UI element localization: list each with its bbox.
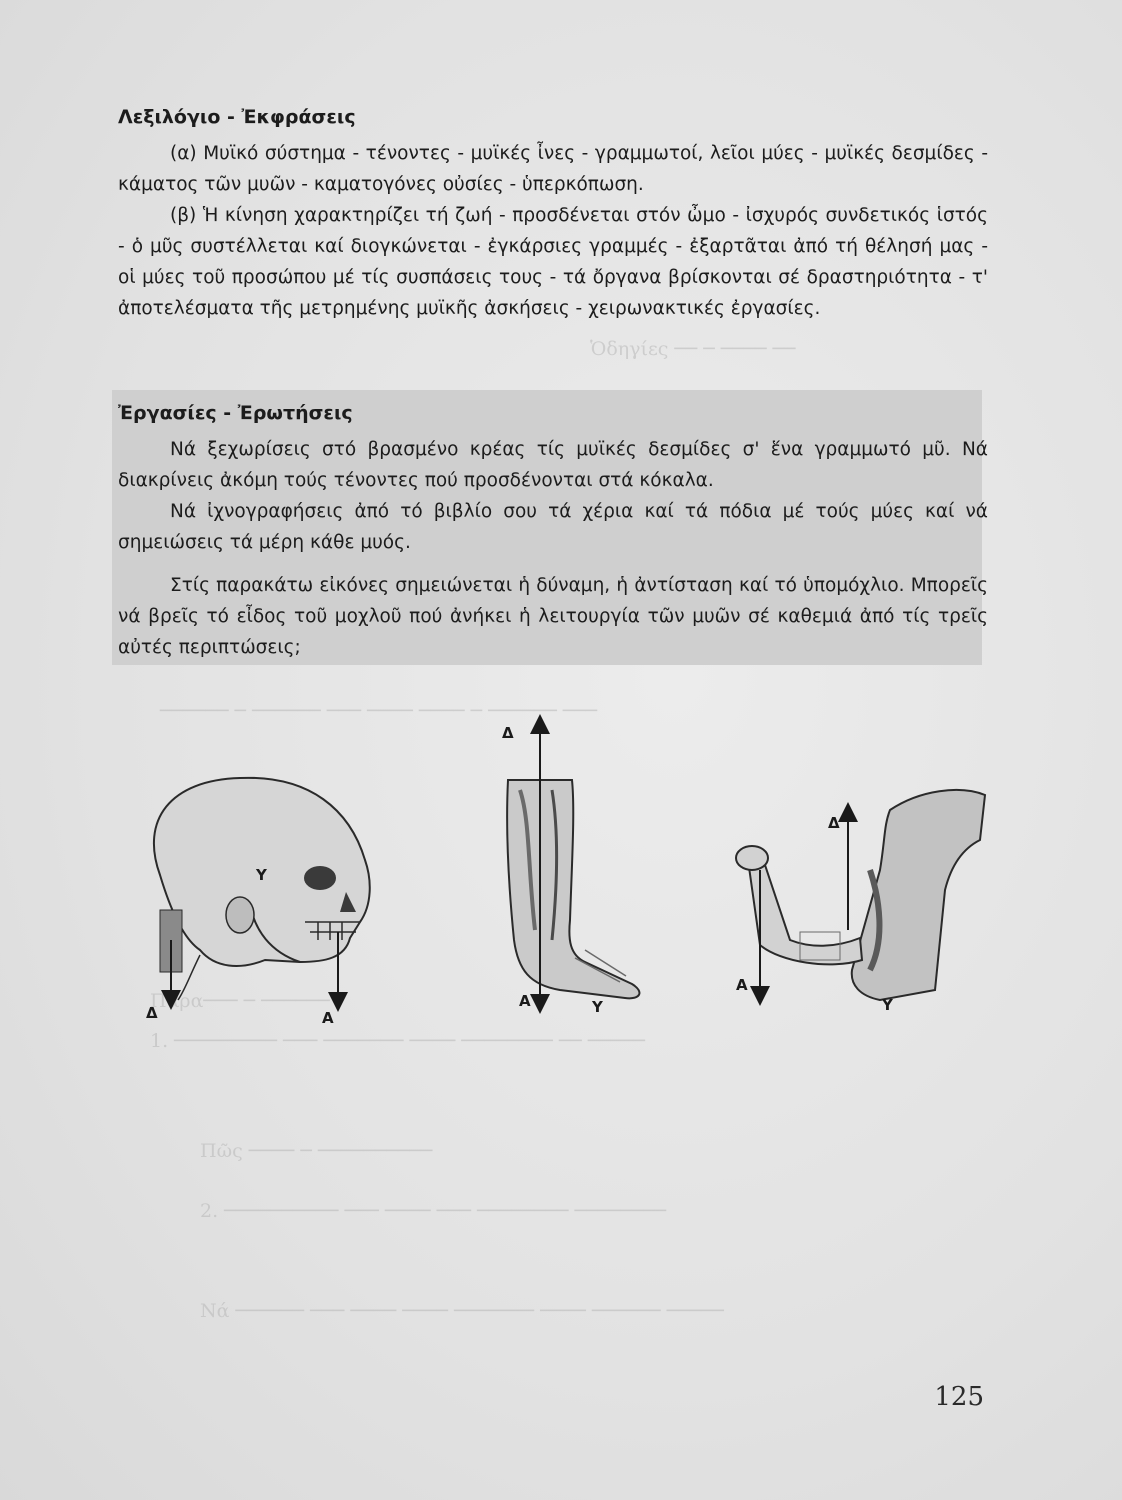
skull-resistance-label: Α	[322, 1009, 334, 1027]
leg-force-label: Δ	[502, 724, 514, 742]
bleed-through-text: 2. ────────── ─── ──── ─── ──────── ────────	[200, 1200, 667, 1222]
arm-resistance-label: Α	[736, 976, 748, 994]
tasks-paragraph-3: Στίς παρακάτω εἰκόνες σημειώνεται ἡ δύναμη, ἡ ἀντίσταση καί τό ὑπομόχλιο. Μπορεῖς νά βρεῖς τό εἶδος τοῦ μοχλοῦ πού ἀνήκει ἡ λειτουργία τῶν μυῶν σέ καθεμιά ἀπό τίς τρεῖς αὐτές περιπτώσεις;	[118, 575, 988, 658]
bleed-through-text: 1. ───────── ─── ─────── ──── ──────── ── ─────	[150, 1030, 646, 1052]
vocabulary-paragraph-b: (β) Ἡ κίνηση χαρακτηρίζει τή ζωή - προσδένεται στόν ὦμο - ἰσχυρός συνδετικός ἱστός - ὁ μῦς συστέλλεται καί διογκώνεται - ἐγκάρσιες γραμμές - ἐξαρτᾶται ἀπό τή θέλησή μας - οἱ μύες τοῦ προσώπου μέ τίς συσπάσεις τους - τά ὄργανα βρίσκονται σέ δραστηριότητα - τ' ἀποτελέσματα τῆς μετρημένης μυϊκῆς ἀσκήσεις - χειρωνακτικές ἐργασίες.	[118, 205, 988, 319]
tasks-section	[118, 402, 988, 663]
bleed-through-text: Πῶς ──── ─ ──────────	[200, 1140, 433, 1162]
tasks-heading: Ἐργασίες - Ἐρωτήσεις	[118, 402, 353, 424]
leg-illustration	[502, 724, 639, 1016]
leg-fulcrum-label: Υ	[592, 998, 603, 1016]
vocabulary-paragraph-a: (α) Μυϊκό σύστημα - τένοντες - μυϊκές ἶνες - γραμμωτοί, λεῖοι μύες - μυϊκές δεσμίδες - κάματος τῶν μυῶν - καματογόνες οὐσίες - ὑπερκόπωση.	[118, 143, 988, 195]
skull-illustration	[146, 778, 370, 1027]
page-number: 125	[934, 1382, 984, 1412]
bleed-through-text: Ὁδηγίες ── ─ ──── ──	[590, 338, 796, 360]
tasks-paragraph-1: Νά ξεχωρίσεις στό βρασμένο κρέας τίς μυϊκές δεσμίδες σ' ἕνα γραμμωτό μῦ. Νά διακρίνεις ἀκόμη τούς τένοντες πού προσδένονται στά κόκαλα.	[118, 439, 988, 491]
skull-force-label: Δ	[146, 1004, 158, 1022]
leg-resistance-label: Α	[519, 992, 531, 1010]
skull-fulcrum-label: Υ	[256, 866, 267, 884]
arm-illustration	[736, 790, 985, 1014]
bleed-through-text: Παρα─── ─ ──────	[150, 990, 330, 1012]
vocabulary-heading: Λεξιλόγιο - Ἐκφράσεις	[118, 106, 356, 128]
bleed-through-text: ────── ─ ────── ─── ──── ──── ─ ────── ───	[160, 700, 598, 722]
vocabulary-section	[118, 106, 988, 324]
bleed-through-text: Νά ────── ─── ──── ──── ─────── ──── ────── ─────	[200, 1300, 724, 1322]
tasks-paragraph-2: Νά ἰχνογραφήσεις ἀπό τό βιβλίο σου τά χέρια καί τά πόδια μέ τούς μύες καί νά σημειώσεις τά μέρη κάθε μυός.	[118, 501, 988, 553]
arm-force-label: Δ	[828, 814, 840, 832]
arm-fulcrum-label: Υ	[882, 996, 893, 1014]
lever-figures	[0, 700, 1122, 1040]
